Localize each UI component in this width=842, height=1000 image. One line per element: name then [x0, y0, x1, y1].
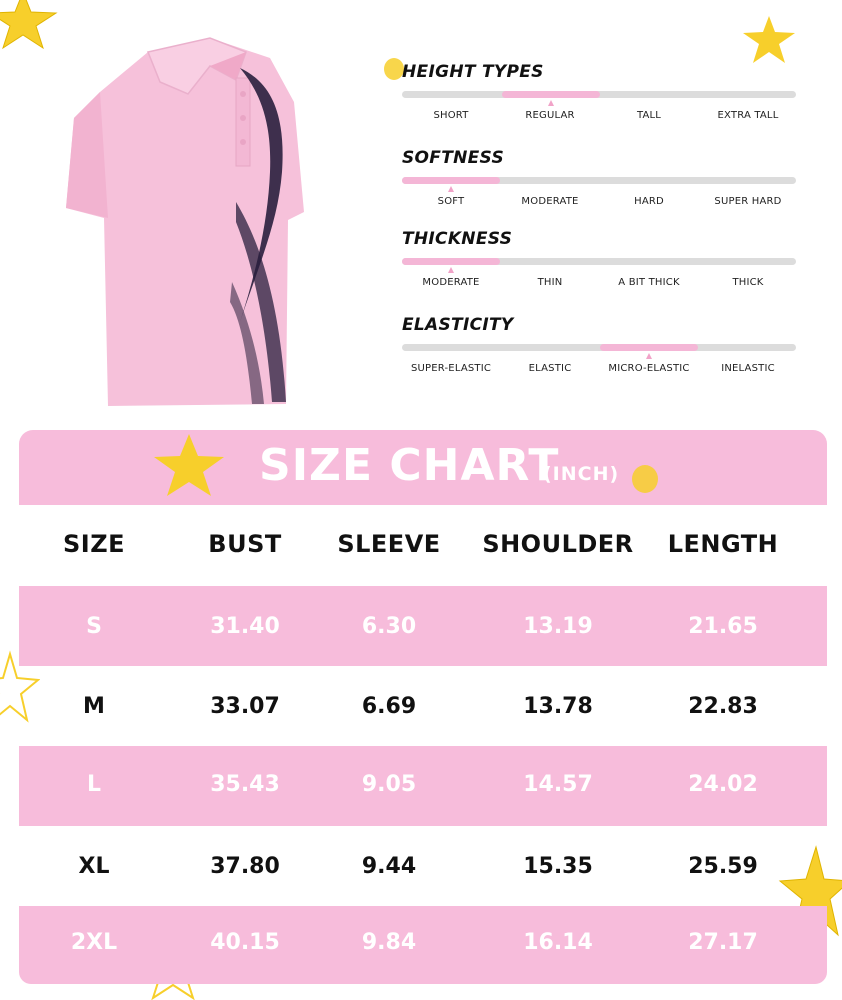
scale-option: A BIT THICK — [618, 277, 680, 288]
scale-option: SUPER-ELASTIC — [410, 363, 492, 374]
size-cell: M — [83, 694, 105, 719]
column-header: LENGTH — [667, 530, 779, 558]
column-header: BUST — [208, 530, 282, 558]
size-chart-header — [19, 430, 827, 505]
selected-marker — [646, 353, 652, 359]
scale-option: MODERATE — [521, 196, 579, 207]
selected-segment — [600, 344, 698, 351]
length-cell: 25.59 — [688, 854, 758, 879]
scale-elasticity — [402, 315, 796, 379]
scale-thickness — [402, 229, 796, 293]
bust-cell: 33.07 — [210, 694, 280, 719]
scale-option: THIN — [537, 277, 563, 288]
star-icon — [0, 0, 60, 50]
bust-cell: 35.43 — [210, 772, 280, 797]
column-header: SLEEVE — [337, 530, 441, 558]
sleeve-cell: 9.05 — [361, 772, 417, 797]
star-icon — [631, 464, 659, 494]
scale-title: ELASTICITY — [402, 315, 514, 335]
table-row — [19, 826, 827, 906]
star-icon — [740, 14, 798, 66]
shoulder-cell: 16.14 — [523, 930, 593, 955]
scale-option: THICK — [732, 277, 764, 288]
scale-softness — [402, 148, 796, 212]
scale-track — [402, 344, 796, 351]
polo-shirt-illustration — [60, 22, 320, 412]
scale-option: EXTRA TALL — [717, 110, 779, 121]
sleeve-cell: 6.69 — [361, 694, 417, 719]
selected-marker — [448, 267, 454, 273]
scale-option: MODERATE — [422, 277, 480, 288]
shoulder-cell: 14.57 — [523, 772, 593, 797]
scale-track — [402, 91, 796, 98]
shoulder-cell: 13.19 — [523, 614, 593, 639]
selected-segment — [402, 177, 500, 184]
column-header: SHOULDER — [482, 530, 634, 558]
length-cell: 27.17 — [688, 930, 758, 955]
scale-option: SOFT — [437, 196, 465, 207]
size-cell: L — [86, 772, 102, 797]
scale-option: INELASTIC — [721, 363, 775, 374]
sleeve-cell: 6.30 — [361, 614, 417, 639]
bust-cell: 37.80 — [210, 854, 280, 879]
scale-option: SHORT — [433, 110, 469, 121]
length-cell: 24.02 — [688, 772, 758, 797]
shoulder-cell: 15.35 — [523, 854, 593, 879]
table-row — [19, 586, 827, 666]
sleeve-cell: 9.44 — [361, 854, 417, 879]
shoulder-cell: 13.78 — [523, 694, 593, 719]
scale-title: HEIGHT TYPES — [402, 62, 544, 82]
scale-option: MICRO-ELASTIC — [608, 363, 690, 374]
table-header-row — [19, 530, 827, 570]
scale-title: SOFTNESS — [402, 148, 505, 168]
star-icon — [151, 432, 227, 498]
selected-segment — [502, 91, 600, 98]
bust-cell: 31.40 — [210, 614, 280, 639]
length-cell: 21.65 — [688, 614, 758, 639]
scale-option: TALL — [636, 110, 662, 121]
scale-track — [402, 177, 796, 184]
selected-segment — [402, 258, 500, 265]
selected-marker — [548, 100, 554, 106]
size-cell: XL — [78, 854, 110, 879]
table-row — [19, 666, 827, 746]
scale-option: HARD — [634, 196, 664, 207]
size-cell: S — [86, 614, 102, 639]
size-chart-title: SIZE CHART — [259, 440, 560, 491]
scale-option: REGULAR — [525, 110, 575, 121]
size-cell: 2XL — [70, 930, 118, 955]
scale-option: ELASTIC — [528, 363, 572, 374]
column-header: SIZE — [62, 530, 125, 558]
table-row — [19, 906, 827, 984]
length-cell: 22.83 — [688, 694, 758, 719]
size-chart-unit: (INCH) — [543, 463, 620, 485]
bust-cell: 40.15 — [210, 930, 280, 955]
table-row — [19, 746, 827, 826]
scale-title: THICKNESS — [402, 229, 513, 249]
scale-height-types — [402, 62, 796, 126]
sleeve-cell: 9.84 — [361, 930, 417, 955]
scale-option: SUPER HARD — [714, 196, 782, 207]
selected-marker — [448, 186, 454, 192]
scale-track — [402, 258, 796, 265]
